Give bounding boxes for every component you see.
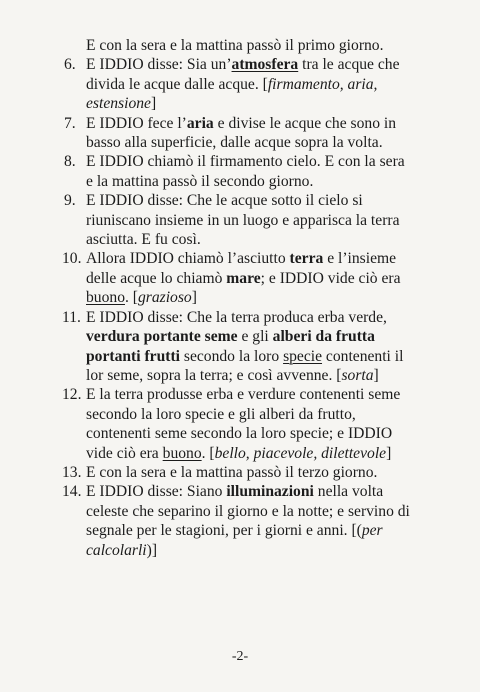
verse-number: 7. <box>64 114 76 132</box>
verse-text-segment: buono <box>162 444 202 462</box>
verse-text-segment: . [ <box>124 289 138 307</box>
verse-text-segment: nella volta celeste che separino il giorno e la notte; e servino di segnale per le stagioni, per i giorni e anni. [( <box>86 483 410 540</box>
verse-text <box>86 153 405 189</box>
verse-text <box>86 483 410 558</box>
annotation-text: firmamento, aria, estensione <box>86 75 378 113</box>
verse-item <box>64 114 414 153</box>
verse-text <box>86 250 401 306</box>
verse-text <box>86 56 400 112</box>
verse-text-segment: E IDDIO fece l’ <box>86 114 187 132</box>
verse-text <box>86 386 400 461</box>
verse-text-segment: )] <box>146 541 158 559</box>
verse-text-segment: E con la sera e la mattina passò il primo giorno. <box>86 37 384 54</box>
verse-number: 6. <box>64 56 76 74</box>
annotation-text: per calcolarli <box>86 522 383 559</box>
verse-text-segment: E IDDIO chiamò il firmamento cielo. E con la sera e la mattina passò il secondo giorno. <box>86 153 405 190</box>
verse-number: 9. <box>64 192 76 210</box>
verse-text-segment: tra le acque che divida le acque dalle acque. [ <box>86 56 400 93</box>
verse-text-segment: E IDDIO disse: Che le acque sotto il cielo si riuniscano insieme in un luogo e apparisca la terra asciutta. E fu così. <box>86 192 400 249</box>
verse-text-segment: buono <box>86 289 125 307</box>
verse-item <box>64 385 414 463</box>
verse-text-segment: ] <box>373 366 379 384</box>
verse-text-segment: contenenti il lor seme, sopra la terra; e così avvenne. [ <box>86 347 404 384</box>
emphasized-term: terra <box>289 250 324 268</box>
verse-text-segment: ] <box>191 289 197 307</box>
verse-text-segment: E IDDIO disse: Sia un’ <box>86 56 232 74</box>
verse-item <box>64 55 414 113</box>
verse-text-segment: ] <box>386 444 392 462</box>
verse-number: 8. <box>64 153 76 171</box>
verse-text-segment: e gli <box>237 328 273 346</box>
verse-text-segment: E IDDIO disse: Che la terra produca erba verde, <box>86 308 387 326</box>
verse-text-segment: ; e IDDIO vide ciò era <box>260 269 401 287</box>
page-number: -2- <box>231 649 249 664</box>
verse-text-segment: e l’insieme delle acque lo chiamò <box>86 250 397 287</box>
verse-text-segment: secondo la loro <box>179 347 284 365</box>
emphasized-term: illuminazioni <box>226 483 314 501</box>
annotation-text: bello, piacevole, dilettevole <box>214 444 387 462</box>
verse-text-segment: ] <box>150 95 157 113</box>
verse-item <box>64 249 414 307</box>
verse-text-segment: . [ <box>201 444 215 462</box>
verse-item <box>64 308 414 386</box>
emphasized-term: aria <box>186 114 214 132</box>
annotation-text: sorta <box>341 366 374 384</box>
verse-text-segment: E con la sera e la mattina passò il terzo giorno. <box>86 463 378 481</box>
verse-text-segment: E IDDIO disse: Siano <box>86 483 227 501</box>
emphasized-term: verdura portante seme <box>86 328 238 346</box>
verse-number: 11. <box>62 308 81 326</box>
emphasized-term: mare <box>226 269 261 287</box>
verse-text <box>86 464 377 481</box>
verse-item <box>64 463 414 482</box>
verse-text-segment: Allora IDDIO chiamò l’asciutto <box>86 250 290 268</box>
verse-text <box>86 309 403 384</box>
verse-item <box>64 152 414 191</box>
verse-text <box>86 115 396 151</box>
verse-number: 13. <box>62 463 82 481</box>
verse-text-segment: E la terra produsse erba e verdure contenenti seme secondo la loro specie e gli alberi da frutto, contenenti seme secondo la loro specie; e IDDIO vide ciò era <box>86 386 401 462</box>
emphasized-term: alberi da frutta portanti frutti <box>86 328 375 365</box>
verse-text <box>86 192 400 248</box>
verse-number: 14. <box>62 483 82 501</box>
annotation-text: grazioso <box>137 289 192 307</box>
verse-list <box>64 36 414 560</box>
verse-item <box>64 482 414 560</box>
verse-number: 12. <box>62 386 82 404</box>
verse-number: 10. <box>62 250 82 268</box>
verse-text <box>86 37 384 54</box>
verse-text-segment: specie <box>283 347 323 365</box>
verse-text-segment: e divise le acque che sono in basso alla superficie, dalle acque sopra la volta. <box>86 114 397 152</box>
emphasized-term: atmosfera <box>231 56 299 74</box>
verse-item <box>64 36 414 55</box>
verse-item <box>64 191 414 249</box>
